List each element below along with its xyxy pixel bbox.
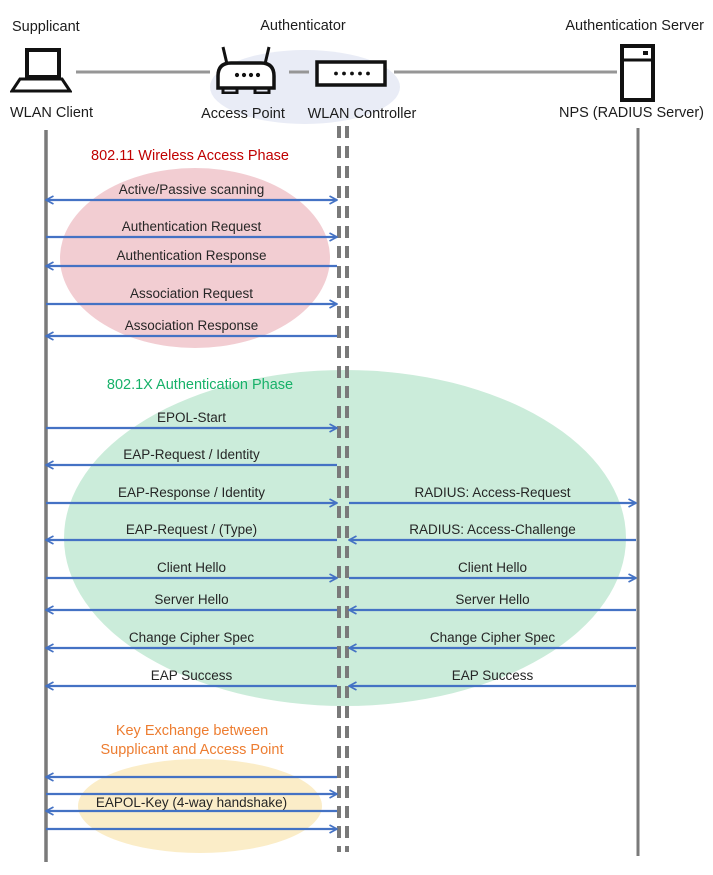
wlan-client-label: WLAN Client <box>10 105 93 121</box>
wireless-router-icon <box>212 46 280 94</box>
authenticator-role-label: Authenticator <box>260 18 346 34</box>
message-label: Authentication Response <box>116 248 267 263</box>
message-label: RADIUS: Access-Challenge <box>409 522 576 537</box>
message-label: Change Cipher Spec <box>128 630 255 645</box>
message-label: Authentication Request <box>121 219 262 234</box>
message-label: EAP-Response / Identity <box>117 485 266 500</box>
auth-server-role-label: Authentication Server <box>565 18 704 34</box>
message-label: EAP-Request / (Type) <box>125 522 258 537</box>
server-icon <box>620 44 655 102</box>
message-label: EAP-Request / Identity <box>123 447 260 462</box>
wlan-controller-label: WLAN Controller <box>307 106 417 122</box>
laptop-icon <box>10 48 72 94</box>
message-label: Change Cipher Spec <box>429 630 556 645</box>
message-label: Association Response <box>124 318 259 333</box>
message-label: Server Hello <box>154 592 229 607</box>
message-label: RADIUS: Access-Request <box>414 485 571 500</box>
phase-title-phase-80211: 802.11 Wireless Access Phase <box>91 148 289 164</box>
phase-title-phase-key-exchange: Key Exchange between <box>115 723 269 739</box>
nps-radius-server-label: NPS (RADIUS Server) <box>558 105 704 121</box>
message-label: EAP Success <box>451 668 534 683</box>
message-label: Client Hello <box>156 560 227 575</box>
message-label: EAPOL-Key (4-way handshake) <box>95 795 288 810</box>
message-label: Association Request <box>129 286 254 301</box>
message-label: Active/Passive scanning <box>118 182 265 197</box>
access-point-label: Access Point <box>201 106 285 122</box>
diagram-header <box>0 0 713 130</box>
message-label: EAP Success <box>150 668 233 683</box>
phase-title-phase-8021x: 802.1X Authentication Phase <box>106 377 294 393</box>
message-label: Client Hello <box>457 560 528 575</box>
controller-box-icon <box>315 60 387 87</box>
supplicant-role-label: Supplicant <box>12 19 80 35</box>
message-label: Server Hello <box>455 592 530 607</box>
message-label: EPOL-Start <box>156 410 227 425</box>
phase-title-phase-key-exchange: Supplicant and Access Point <box>100 742 284 758</box>
